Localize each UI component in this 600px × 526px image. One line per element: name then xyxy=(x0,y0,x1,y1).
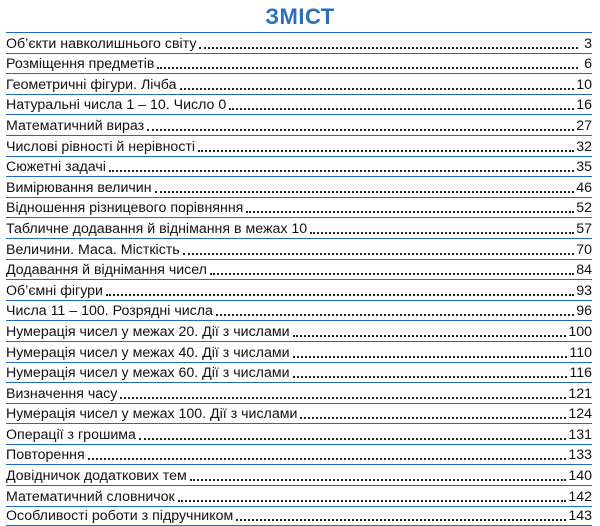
dot-leader xyxy=(210,273,574,275)
toc-entry[interactable] xyxy=(6,464,592,485)
toc-entry-label: Особливості роботи з підручником xyxy=(6,508,234,525)
toc-entry-label: Розміщення предметів xyxy=(6,56,155,73)
toc-entry-label: Відношення різницевого порівняння xyxy=(6,200,244,217)
toc-entry[interactable] xyxy=(6,197,592,218)
table-of-contents xyxy=(6,32,592,526)
toc-entry-page: 32 xyxy=(576,138,592,155)
toc-entry-label: Додавання й віднімання чисел xyxy=(6,262,207,279)
toc-entry-page: 35 xyxy=(576,159,592,176)
dot-leader xyxy=(300,417,566,419)
toc-entry[interactable] xyxy=(6,73,592,94)
dot-leader xyxy=(293,335,567,337)
toc-entry-page: 116 xyxy=(569,365,592,382)
toc-entry-page: 93 xyxy=(576,282,592,299)
dot-leader xyxy=(147,129,574,131)
toc-entry-label: Натуральні числа 1 – 10. Число 0 xyxy=(6,97,227,114)
toc-entry[interactable] xyxy=(6,53,592,74)
toc-entry[interactable] xyxy=(6,382,592,403)
toc-entry-label: Сюжетні задачі xyxy=(6,159,106,176)
toc-entry-label: Математичний вираз xyxy=(6,117,145,134)
toc-entry-label: Операції з грошима xyxy=(6,426,136,443)
toc-entry-page: 140 xyxy=(568,468,592,485)
dot-leader xyxy=(88,458,567,460)
dot-leader xyxy=(293,376,568,378)
toc-entry[interactable] xyxy=(6,362,592,383)
toc-entry-label: Нумерація чисел у межах 40. Дії з числами xyxy=(6,344,290,361)
toc-entry-label: Математичний словничок xyxy=(6,488,175,505)
toc-entry[interactable] xyxy=(6,259,592,280)
toc-entry-label: Повторення xyxy=(6,447,85,464)
toc-entry-page: 110 xyxy=(569,344,592,361)
toc-entry-page: 142 xyxy=(568,488,592,505)
dot-leader xyxy=(180,88,575,90)
toc-entry-page: 96 xyxy=(576,303,592,320)
toc-entry-label: Числа 11 – 100. Розрядні числа xyxy=(6,303,213,320)
toc-entry-page: 57 xyxy=(576,220,592,237)
dot-leader xyxy=(198,150,574,152)
toc-entry-page: 143 xyxy=(568,508,592,525)
dot-leader xyxy=(139,438,566,440)
toc-entry[interactable] xyxy=(6,32,592,53)
toc-entry-page: 121 xyxy=(568,385,592,402)
toc-entry-page: 133 xyxy=(568,447,592,464)
toc-entry[interactable] xyxy=(6,176,592,197)
dot-leader xyxy=(229,108,574,110)
toc-entry-page: 3 xyxy=(584,35,592,52)
toc-entry[interactable] xyxy=(6,238,592,259)
toc-entry-page: 52 xyxy=(576,200,592,217)
dot-leader xyxy=(199,47,578,49)
toc-entry-page: 84 xyxy=(576,262,592,279)
toc-entry[interactable] xyxy=(6,320,592,341)
toc-entry[interactable] xyxy=(6,485,592,506)
toc-entry-page: 16 xyxy=(576,97,592,114)
dot-leader xyxy=(190,479,567,481)
toc-entry-label: Числові рівності й нерівності xyxy=(6,138,196,155)
toc-entry-page: 131 xyxy=(568,426,592,443)
toc-entry[interactable] xyxy=(6,444,592,465)
toc-entry-page: 100 xyxy=(568,323,592,340)
toc-entry-page: 10 xyxy=(576,76,592,93)
toc-entry[interactable] xyxy=(6,217,592,238)
toc-entry-page: 70 xyxy=(576,241,592,258)
dot-leader xyxy=(178,500,567,502)
toc-entry-label: Визначення часу xyxy=(6,385,118,402)
toc-entry-page: 46 xyxy=(576,179,592,196)
toc-entry-label: Нумерація чисел у межах 60. Дії з числами xyxy=(6,365,290,382)
dot-leader xyxy=(155,191,575,193)
toc-entry-page: 6 xyxy=(584,56,592,73)
toc-entry-label: Вимірювання величин xyxy=(6,179,152,196)
toc-entry[interactable] xyxy=(6,423,592,444)
toc-entry[interactable] xyxy=(6,506,592,526)
dot-leader xyxy=(236,519,566,521)
dot-leader xyxy=(109,170,574,172)
toc-entry-label: Табличне додавання й віднімання в межах 10 xyxy=(6,220,308,237)
dot-leader xyxy=(293,356,568,358)
toc-entry[interactable] xyxy=(6,156,592,177)
dot-leader xyxy=(120,397,566,399)
dot-leader xyxy=(310,232,574,234)
toc-entry-label: Довідничок додаткових тем xyxy=(6,468,187,485)
page-title: ЗМІСТ xyxy=(265,4,335,29)
toc-entry-label: Об’єкти навколишнього світу xyxy=(6,35,197,52)
toc-entry[interactable] xyxy=(6,135,592,156)
toc-entry-page: 27 xyxy=(576,117,592,134)
toc-entry-label: Величини. Маса. Місткість xyxy=(6,241,180,258)
toc-entry-label: Об’ємні фігури xyxy=(6,282,103,299)
toc-entry-label: Нумерація чисел у межах 20. Дії з числами xyxy=(6,323,290,340)
dot-leader xyxy=(246,211,574,213)
dot-leader xyxy=(157,67,578,69)
dot-leader xyxy=(106,294,574,296)
toc-entry[interactable] xyxy=(6,279,592,300)
toc-entry[interactable] xyxy=(6,300,592,321)
toc-entry[interactable] xyxy=(6,114,592,135)
dot-leader xyxy=(183,253,575,255)
toc-entry-label: Нумерація чисел у межах 100. Дії з числами xyxy=(6,406,298,423)
toc-entry-label: Геометричні фігури. Лічба xyxy=(6,76,177,93)
toc-entry[interactable] xyxy=(6,403,592,424)
toc-entry[interactable] xyxy=(6,341,592,362)
dot-leader xyxy=(216,314,574,316)
toc-entry[interactable] xyxy=(6,94,592,115)
toc-entry-page: 124 xyxy=(568,406,592,423)
